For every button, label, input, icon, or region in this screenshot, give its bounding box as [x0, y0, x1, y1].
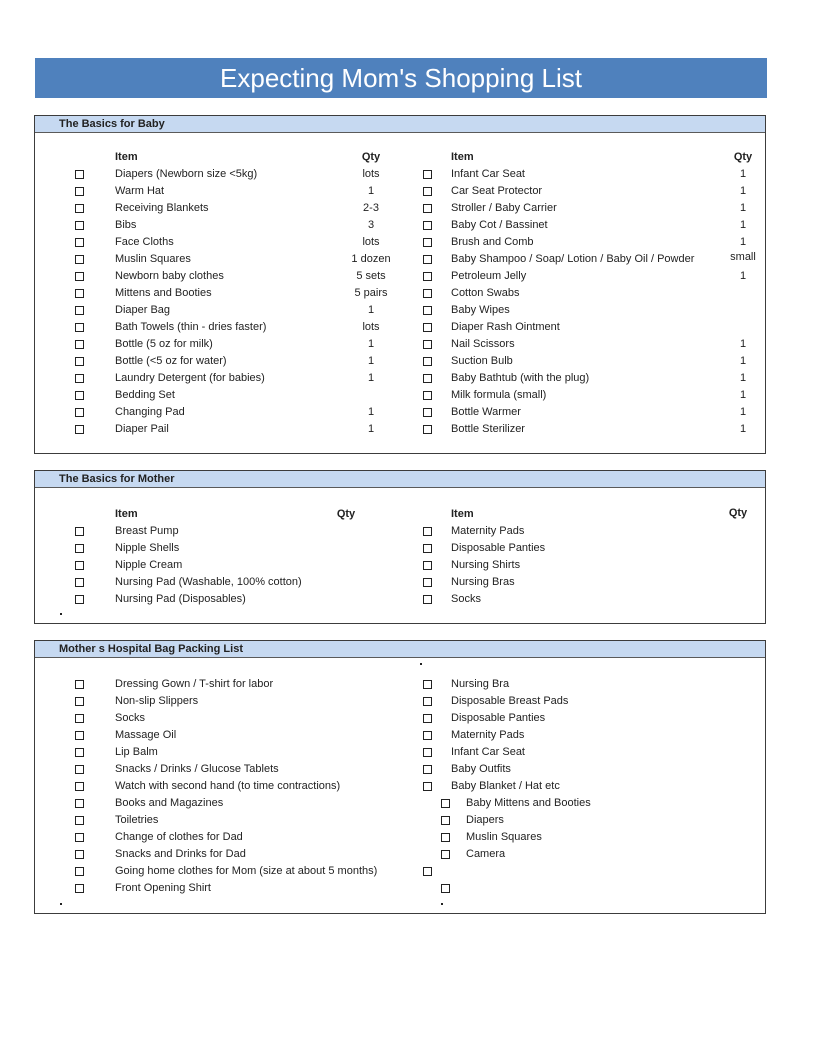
checkbox[interactable]: [441, 850, 450, 859]
list-item-label: Disposable Panties: [451, 712, 546, 724]
list-item-label: Nipple Cream: [115, 559, 183, 571]
list-item-qty: 1: [367, 338, 375, 350]
column-header-qty: Qty: [728, 507, 748, 519]
checkbox[interactable]: [75, 850, 84, 859]
checkbox[interactable]: [75, 272, 84, 281]
section-heading: The Basics for Mother: [35, 471, 765, 488]
list-item-qty: lots: [362, 168, 380, 180]
list-item-qty: 1: [739, 338, 747, 350]
checkbox[interactable]: [423, 748, 432, 757]
list-item-qty: small: [730, 251, 756, 263]
checkbox[interactable]: [75, 323, 84, 332]
checkbox[interactable]: [423, 782, 432, 791]
section-heading: Mother s Hospital Bag Packing List: [35, 641, 765, 658]
list-item-label: Maternity Pads: [451, 525, 525, 537]
list-item-qty: 5 pairs: [354, 287, 388, 299]
checkbox[interactable]: [423, 391, 432, 400]
checkbox[interactable]: [75, 357, 84, 366]
checkbox[interactable]: [441, 884, 450, 893]
checkbox[interactable]: [75, 340, 84, 349]
list-item-qty: 1: [739, 270, 747, 282]
list-item-label: Changing Pad: [115, 406, 185, 418]
checkbox[interactable]: [423, 408, 432, 417]
checkbox[interactable]: [75, 714, 84, 723]
list-item-qty: 1: [739, 372, 747, 384]
checkbox[interactable]: [423, 527, 432, 536]
checkbox[interactable]: [423, 238, 432, 247]
list-item-label: Diapers: [466, 814, 504, 826]
list-item-label: Nipple Shells: [115, 542, 180, 554]
column-header-qty: Qty: [361, 151, 381, 163]
list-item-label: Receiving Blankets: [115, 202, 209, 214]
list-item-label: Muslin Squares: [115, 253, 191, 265]
list-item-label: Diapers (Newborn size <5kg): [115, 168, 258, 180]
list-item-qty: 1 dozen: [351, 253, 391, 265]
list-item-label: Baby Wipes: [451, 304, 510, 316]
list-item-label: Socks: [451, 593, 481, 605]
checkbox[interactable]: [75, 578, 84, 587]
list-item-label: Nursing Bras: [451, 576, 515, 588]
list-item-label: Bottle (5 oz for milk): [115, 338, 213, 350]
list-item-label: Bibs: [115, 219, 137, 231]
list-item-label: Baby Shampoo / Soap/ Lotion / Baby Oil / Powder: [451, 253, 695, 265]
checkbox[interactable]: [423, 187, 432, 196]
list-item-qty: 5 sets: [356, 270, 386, 282]
checkbox[interactable]: [423, 357, 432, 366]
checkbox[interactable]: [423, 204, 432, 213]
list-item-label: Mittens and Booties: [115, 287, 212, 299]
list-item-label: Bottle (<5 oz for water): [115, 355, 227, 367]
checkbox[interactable]: [423, 714, 432, 723]
list-item-label: Disposable Breast Pads: [451, 695, 569, 707]
list-item-qty: lots: [362, 236, 380, 248]
list-item-label: Diaper Pail: [115, 423, 169, 435]
list-item-qty: 1: [367, 185, 375, 197]
checkbox[interactable]: [423, 170, 432, 179]
list-item-label: Snacks and Drinks for Dad: [115, 848, 246, 860]
checkbox[interactable]: [75, 221, 84, 230]
list-item-label: Nursing Pad (Washable, 100% cotton): [115, 576, 302, 588]
checkbox[interactable]: [75, 391, 84, 400]
checkbox[interactable]: [75, 867, 84, 876]
list-item-label: Infant Car Seat: [451, 168, 525, 180]
list-item-label: Suction Bulb: [451, 355, 513, 367]
checkbox[interactable]: [75, 561, 84, 570]
checkbox[interactable]: [75, 680, 84, 689]
list-item-label: Nail Scissors: [451, 338, 515, 350]
checkbox[interactable]: [75, 799, 84, 808]
list-item-label: Baby Bathtub (with the plug): [451, 372, 590, 384]
list-item-label: Camera: [466, 848, 506, 860]
list-item-label: Muslin Squares: [466, 831, 542, 843]
list-item-label: Face Cloths: [115, 236, 174, 248]
checkbox[interactable]: [423, 561, 432, 570]
list-item-label: Diaper Rash Ointment: [451, 321, 560, 333]
dot-marker: [60, 613, 62, 615]
list-item-qty: 1: [739, 406, 747, 418]
list-item-label: Maternity Pads: [451, 729, 525, 741]
checkbox[interactable]: [423, 306, 432, 315]
checkbox[interactable]: [423, 272, 432, 281]
checkbox[interactable]: [423, 374, 432, 383]
checkbox[interactable]: [423, 731, 432, 740]
checkbox[interactable]: [75, 187, 84, 196]
checkbox[interactable]: [423, 578, 432, 587]
list-item-label: Disposable Panties: [451, 542, 546, 554]
checkbox[interactable]: [75, 748, 84, 757]
checkbox[interactable]: [75, 816, 84, 825]
checkbox[interactable]: [441, 833, 450, 842]
checkbox[interactable]: [423, 544, 432, 553]
checkbox[interactable]: [75, 544, 84, 553]
checkbox[interactable]: [75, 595, 84, 604]
checkbox[interactable]: [75, 289, 84, 298]
list-item-label: Front Opening Shirt: [115, 882, 211, 894]
list-item-label: Socks: [115, 712, 145, 724]
list-item-label: Dressing Gown / T-shirt for labor: [115, 678, 274, 690]
checkbox[interactable]: [75, 374, 84, 383]
list-item-qty: 1: [367, 304, 375, 316]
list-item-label: Car Seat Protector: [451, 185, 543, 197]
checkbox[interactable]: [423, 595, 432, 604]
list-item-qty: 1: [739, 423, 747, 435]
checkbox[interactable]: [75, 255, 84, 264]
column-header-item: Item: [115, 508, 138, 520]
list-item-label: Bottle Sterilizer: [451, 423, 525, 435]
list-item-label: Warm Hat: [115, 185, 165, 197]
list-item-label: Newborn baby clothes: [115, 270, 224, 282]
list-item-label: Books and Magazines: [115, 797, 224, 809]
checkbox[interactable]: [423, 323, 432, 332]
checkbox[interactable]: [75, 731, 84, 740]
list-item-qty: 1: [367, 423, 375, 435]
dot-marker: [420, 663, 422, 665]
list-item-qty: 1: [739, 219, 747, 231]
list-item-label: Watch with second hand (to time contractions): [115, 780, 341, 792]
list-item-label: Baby Blanket / Hat etc: [451, 780, 560, 792]
list-item-label: Milk formula (small): [451, 389, 547, 401]
checkbox[interactable]: [423, 425, 432, 434]
list-item-label: Bottle Warmer: [451, 406, 521, 418]
list-item-label: Brush and Comb: [451, 236, 534, 248]
checkbox[interactable]: [75, 204, 84, 213]
list-item-label: Baby Cot / Bassinet: [451, 219, 548, 231]
checkbox[interactable]: [75, 884, 84, 893]
list-item-qty: 1: [367, 355, 375, 367]
list-item-qty: 1: [739, 355, 747, 367]
checkbox[interactable]: [423, 867, 432, 876]
list-item-qty: 1: [739, 185, 747, 197]
checkbox[interactable]: [75, 408, 84, 417]
checkbox[interactable]: [75, 782, 84, 791]
checkbox[interactable]: [423, 289, 432, 298]
list-item-qty: 1: [367, 372, 375, 384]
checkbox[interactable]: [423, 221, 432, 230]
checkbox[interactable]: [441, 799, 450, 808]
list-item-label: Laundry Detergent (for babies): [115, 372, 265, 384]
list-item-label: Cotton Swabs: [451, 287, 520, 299]
list-item-qty: 1: [739, 236, 747, 248]
checkbox[interactable]: [75, 697, 84, 706]
list-item-label: Breast Pump: [115, 525, 179, 537]
list-item-label: Infant Car Seat: [451, 746, 525, 758]
list-item-label: Lip Balm: [115, 746, 158, 758]
checkbox[interactable]: [423, 255, 432, 264]
list-item-label: Change of clothes for Dad: [115, 831, 243, 843]
section-basics-baby: [34, 115, 766, 454]
checkbox[interactable]: [75, 170, 84, 179]
list-item-qty: 1: [367, 406, 375, 418]
list-item-label: Baby Mittens and Booties: [466, 797, 591, 809]
list-item-label: Non-slip Slippers: [115, 695, 199, 707]
list-item-label: Massage Oil: [115, 729, 177, 741]
page-title: Expecting Mom's Shopping List: [35, 58, 767, 98]
list-item-label: Diaper Bag: [115, 304, 171, 316]
list-item-label: Stroller / Baby Carrier: [451, 202, 557, 214]
list-item-label: Going home clothes for Mom (size at about 5 months): [115, 865, 378, 877]
checkbox[interactable]: [75, 238, 84, 247]
checkbox[interactable]: [75, 306, 84, 315]
list-item-label: Toiletries: [115, 814, 159, 826]
list-item-label: Nursing Shirts: [451, 559, 521, 571]
list-item-label: Bath Towels (thin - dries faster): [115, 321, 267, 333]
list-item-label: Baby Outfits: [451, 763, 511, 775]
column-header-qty: Qty: [336, 508, 356, 520]
list-item-label: Petroleum Jelly: [451, 270, 527, 282]
dot-marker: [60, 903, 62, 905]
checkbox[interactable]: [423, 340, 432, 349]
checkbox[interactable]: [75, 527, 84, 536]
checkbox[interactable]: [75, 765, 84, 774]
checkbox[interactable]: [423, 765, 432, 774]
list-item-qty: lots: [362, 321, 380, 333]
list-item-label: Nursing Bra: [451, 678, 510, 690]
dot-marker: [441, 903, 443, 905]
column-header-item: Item: [115, 151, 138, 163]
section-heading: The Basics for Baby: [35, 116, 765, 133]
checkbox[interactable]: [75, 833, 84, 842]
column-header-item: Item: [451, 508, 474, 520]
list-item-label: Snacks / Drinks / Glucose Tablets: [115, 763, 279, 775]
column-header-item: Item: [451, 151, 474, 163]
list-item-qty: 1: [739, 202, 747, 214]
list-item-qty: 3: [367, 219, 375, 231]
list-item-qty: 1: [739, 389, 747, 401]
checkbox[interactable]: [441, 816, 450, 825]
list-item-label: Nursing Pad (Disposables): [115, 593, 246, 605]
checkbox[interactable]: [75, 425, 84, 434]
list-item-qty: 2-3: [363, 202, 379, 214]
checkbox[interactable]: [423, 697, 432, 706]
column-header-qty: Qty: [733, 151, 753, 163]
list-item-label: Bedding Set: [115, 389, 175, 401]
checkbox[interactable]: [423, 680, 432, 689]
list-item-qty: 1: [739, 168, 747, 180]
